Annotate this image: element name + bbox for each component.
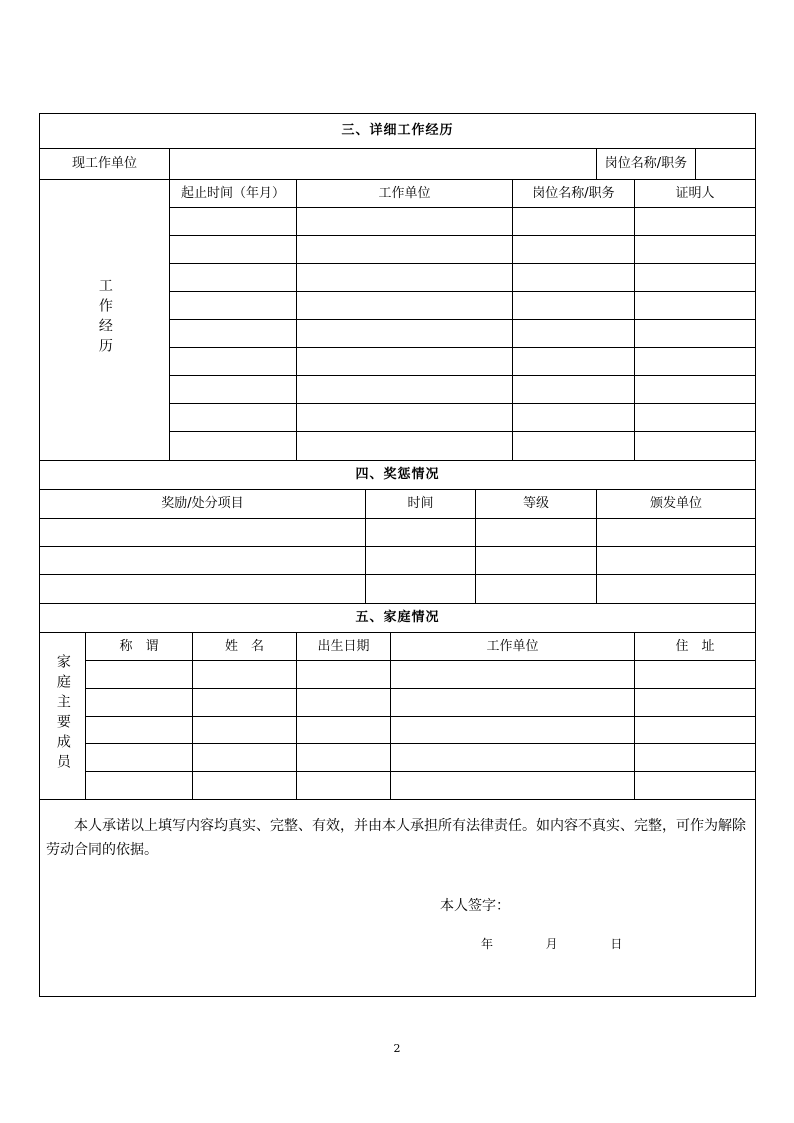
family-birthdate-cell[interactable] [297, 744, 391, 772]
awards-col-item: 奖励/处分项目 [40, 490, 366, 519]
work-position-cell[interactable] [513, 208, 635, 236]
work-reference-cell[interactable] [635, 432, 756, 461]
work-period-cell[interactable] [170, 236, 297, 264]
awards-level-cell[interactable] [476, 575, 597, 604]
work-position-cell[interactable] [513, 432, 635, 461]
family-birthdate-cell[interactable] [297, 661, 391, 689]
family-col-relation: 称 谓 [86, 633, 193, 661]
current-employer-field[interactable] [170, 149, 597, 180]
awards-item-cell[interactable] [40, 547, 366, 575]
family-relation-cell[interactable] [86, 689, 193, 717]
work-period-cell[interactable] [170, 292, 297, 320]
table-row [40, 661, 756, 689]
work-employer-cell[interactable] [297, 292, 513, 320]
awards-issuer-cell[interactable] [597, 519, 756, 547]
work-col-period: 起止时间（年月） [170, 180, 297, 208]
family-name-cell[interactable] [193, 661, 297, 689]
awards-col-level: 等级 [476, 490, 597, 519]
declaration-box [40, 800, 756, 997]
work-col-position: 岗位名称/职务 [513, 180, 635, 208]
date-year-label: 年 [481, 937, 494, 951]
position-field[interactable] [696, 149, 756, 180]
family-side-label: 家庭主要成员 [40, 633, 86, 800]
signature-date [481, 937, 622, 951]
work-employer-cell[interactable] [297, 208, 513, 236]
family-relation-cell[interactable] [86, 744, 193, 772]
work-position-cell[interactable] [513, 292, 635, 320]
work-position-cell[interactable] [513, 376, 635, 404]
family-address-cell[interactable] [635, 717, 756, 744]
work-employer-cell[interactable] [297, 432, 513, 461]
table-row [40, 717, 756, 744]
family-section-title: 五、家庭情况 [40, 604, 756, 633]
work-period-cell[interactable] [170, 404, 297, 432]
table-row [40, 744, 756, 772]
work-period-cell[interactable] [170, 320, 297, 348]
family-employer-cell[interactable] [391, 661, 635, 689]
family-relation-cell[interactable] [86, 661, 193, 689]
family-col-employer: 工作单位 [391, 633, 635, 661]
work-reference-cell[interactable] [635, 320, 756, 348]
family-name-cell[interactable] [193, 744, 297, 772]
table-row [40, 519, 756, 547]
table-row [40, 772, 756, 800]
work-employer-cell[interactable] [297, 320, 513, 348]
work-position-cell[interactable] [513, 348, 635, 376]
awards-section-title: 四、奖惩情况 [40, 461, 756, 490]
table-row [40, 575, 756, 604]
date-month-label: 月 [545, 937, 558, 951]
family-birthdate-cell[interactable] [297, 689, 391, 717]
current-employer-label: 现工作单位 [40, 149, 170, 180]
work-col-employer: 工作单位 [297, 180, 513, 208]
awards-level-cell[interactable] [476, 519, 597, 547]
position-label: 岗位名称/职务 [597, 149, 696, 180]
work-reference-cell[interactable] [635, 348, 756, 376]
family-relation-cell[interactable] [86, 772, 193, 800]
family-employer-cell[interactable] [391, 689, 635, 717]
work-period-cell[interactable] [170, 432, 297, 461]
family-col-name: 姓 名 [193, 633, 297, 661]
awards-issuer-cell[interactable] [597, 547, 756, 575]
family-employer-cell[interactable] [391, 744, 635, 772]
work-position-cell[interactable] [513, 320, 635, 348]
table-row [40, 547, 756, 575]
work-position-cell[interactable] [513, 236, 635, 264]
family-birthdate-cell[interactable] [297, 772, 391, 800]
work-col-reference: 证明人 [635, 180, 756, 208]
employment-form [39, 113, 755, 997]
page-number: 2 [393, 1042, 401, 1055]
work-period-cell[interactable] [170, 208, 297, 236]
awards-issuer-cell[interactable] [597, 575, 756, 604]
family-name-cell[interactable] [193, 772, 297, 800]
work-period-cell[interactable] [170, 376, 297, 404]
work-period-cell[interactable] [170, 348, 297, 376]
work-reference-cell[interactable] [635, 292, 756, 320]
family-address-cell[interactable] [635, 661, 756, 689]
work-reference-cell[interactable] [635, 236, 756, 264]
work-position-cell[interactable] [513, 404, 635, 432]
awards-item-cell[interactable] [40, 519, 366, 547]
family-col-birthdate: 出生日期 [297, 633, 391, 661]
work-section-title: 三、详细工作经历 [40, 114, 756, 149]
awards-date-cell[interactable] [366, 519, 476, 547]
work-employer-cell[interactable] [297, 404, 513, 432]
work-reference-cell[interactable] [635, 208, 756, 236]
table-row [40, 689, 756, 717]
family-relation-cell[interactable] [86, 717, 193, 744]
work-period-cell[interactable] [170, 264, 297, 292]
family-address-cell[interactable] [635, 772, 756, 800]
awards-date-cell[interactable] [366, 547, 476, 575]
family-address-cell[interactable] [635, 744, 756, 772]
work-reference-cell[interactable] [635, 264, 756, 292]
family-col-address: 住 址 [635, 633, 756, 661]
work-employer-cell[interactable] [297, 376, 513, 404]
awards-item-cell[interactable] [40, 575, 366, 604]
family-birthdate-cell[interactable] [297, 717, 391, 744]
declaration-text: 本人承诺以上填写内容均真实、完整、有效，并由本人承担所有法律责任。如内容不真实、完整，可作为解除劳动合同的依据。 [46, 818, 746, 858]
family-name-cell[interactable] [193, 717, 297, 744]
work-reference-cell[interactable] [635, 404, 756, 432]
awards-col-date: 时间 [366, 490, 476, 519]
signature-label: 本人签字： [440, 898, 510, 914]
family-employer-cell[interactable] [391, 717, 635, 744]
awards-date-cell[interactable] [366, 575, 476, 604]
work-employer-cell[interactable] [297, 264, 513, 292]
work-employer-cell[interactable] [297, 348, 513, 376]
work-reference-cell[interactable] [635, 376, 756, 404]
work-history-side-label: 工作经历 [40, 180, 170, 461]
date-day-label: 日 [610, 937, 623, 951]
work-employer-cell[interactable] [297, 236, 513, 264]
work-position-cell[interactable] [513, 264, 635, 292]
family-address-cell[interactable] [635, 689, 756, 717]
awards-level-cell[interactable] [476, 547, 597, 575]
form-table [39, 113, 756, 997]
family-employer-cell[interactable] [391, 772, 635, 800]
awards-col-issuer: 颁发单位 [597, 490, 756, 519]
family-name-cell[interactable] [193, 689, 297, 717]
